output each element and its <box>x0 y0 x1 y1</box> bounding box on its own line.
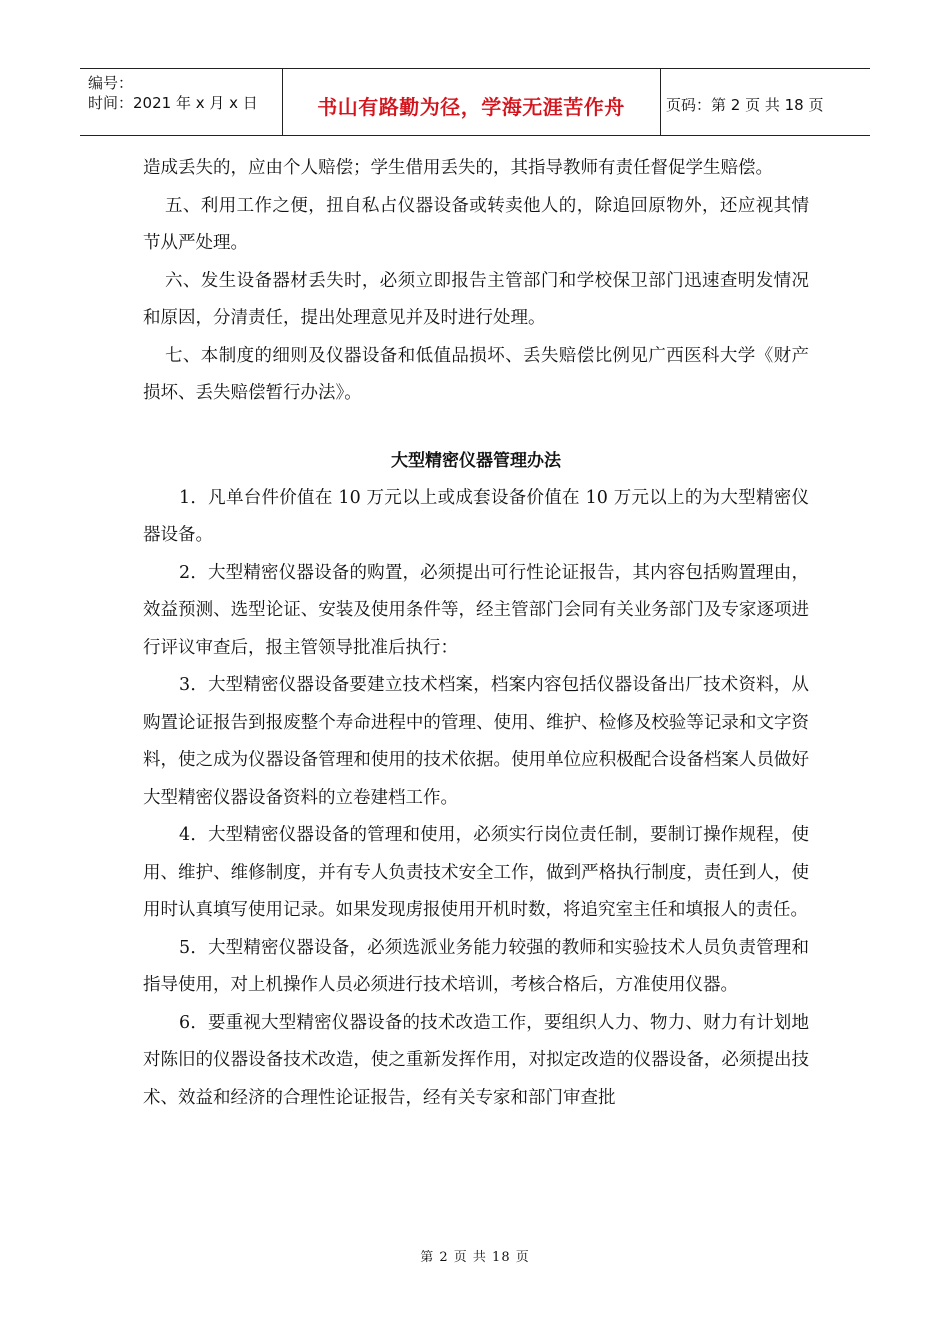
header-page-cell <box>660 68 870 136</box>
paragraph-item-6: 六、发生设备器材丢失时，必须立即报告主管部门和学校保卫部门迅速查明发情况和原因，分清责任，提出处理意见并及时进行处理。 <box>143 270 809 328</box>
header-meta-cell <box>80 68 283 136</box>
document-body <box>143 150 809 1117</box>
regulation-item-2: 2．大型精密仪器设备的购置，必须提出可行性论证报告，其内容包括购置理由，效益预测、选型论证、安装及使用条件等，经主管部门会同有关业务部门及专家逐项进行评议审查后，报主管领导批准后执行： <box>143 562 809 658</box>
paragraph-item-5: 五、利用工作之便，扭自私占仪器设备或转卖他人的，除追回原物外，还应视其情节从严处理。 <box>143 195 809 253</box>
serial-number-label: 编号： <box>88 74 134 92</box>
page-footer: 第 2 页 共 18 页 <box>420 1250 530 1265</box>
regulation-item-3: 3．大型精密仪器设备要建立技术档案，档案内容包括仪器设备出厂技术资料，从购置论证报告到报废整个寿命进程中的管理、使用、维护、检修及校验等记录和文字资料，使之成为仪器设备管理和使用的技术依据。使用单位应积极配合设备档案人员做好大型精密仪器设备资料的立卷建档工作。 <box>143 675 809 808</box>
date-label: 时间：2021 年 x 月 x 日 <box>88 94 258 112</box>
header-bottom-rule <box>80 135 870 136</box>
regulation-item-6: 6．要重视大型精密仪器设备的技术改造工作，要组织人力、物力、财力有计划地对陈旧的仪器设备技术改造，使之重新发挥作用，对拟定改造的仪器设备，必须提出技术、效益和经济的合理性论证报告，经有关专家和部门审查批 <box>143 1012 809 1108</box>
paragraph-continued: 造成丢失的，应由个人赔偿；学生借用丢失的，其指导教师有责任督促学生赔偿。 <box>143 158 773 178</box>
regulation-item-4: 4．大型精密仪器设备的管理和使用，必须实行岗位责任制，要制订操作规程，使用、维护、维修制度，并有专人负责技术安全工作，做到严格执行制度，责任到人，使用时认真填写使用记录。如果发现虏报使用开机时数，将追究室主任和填报人的责任。 <box>143 825 809 920</box>
regulation-item-5: 5．大型精密仪器设备，必须选派业务能力较强的教师和实验技术人员负责管理和指导使用，对上机操作人员必须进行技术培训，考核合格后，方准使用仪器。 <box>143 937 809 995</box>
header-motto-cell <box>282 68 661 136</box>
regulation-item-1: 1．凡单台件价值在 10 万元以上或成套设备价值在 10 万元以上的为大型精密仪器设备。 <box>143 487 809 545</box>
page-header <box>80 68 870 136</box>
section-title: 大型精密仪器管理办法 <box>391 450 561 471</box>
motto-text: 书山有路勤为径，学海无涯苦作舟 <box>317 95 625 119</box>
header-page-info: 页码：第 2 页 共 18 页 <box>666 96 824 114</box>
paragraph-item-7: 七、本制度的细则及仪器设备和低值品损坏、丢失赔偿比例见广西医科大学《财产损坏、丢失赔偿暂行办法》。 <box>143 345 809 403</box>
